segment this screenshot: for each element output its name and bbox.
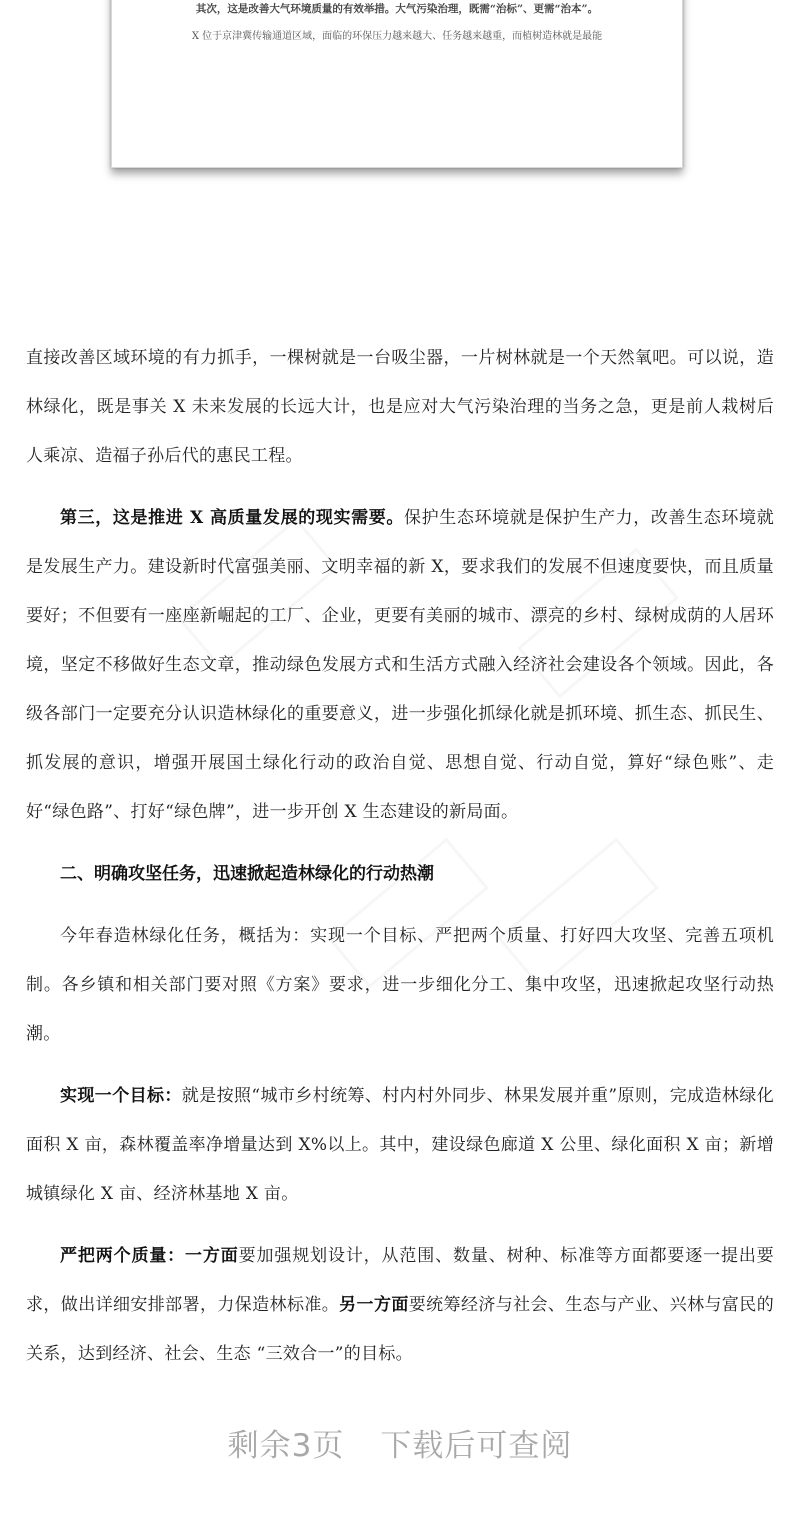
paragraph-environment: 直接改善区域环境的有力抓手，一棵树就是一台吸尘器，一片树林就是一个天然氧吧。可以说，造林绿化，既是事关 X 未来发展的长远大计，也是应对大气污染治理的当务之急，更是前人栽树后人乘凉、造福子孙后代的惠民工程。	[26, 348, 774, 466]
preview-line-2: X 位于京津冀传输通道区域，面临的环保压力越来越大、任务越来越重，而植树造林就是最能	[191, 31, 603, 42]
section-heading: 二、明确攻坚任务，迅速掀起造林绿化的行动热潮	[60, 864, 434, 884]
paragraph-lead: 第三，这是推进 X 高质量发展的现实需要。	[60, 508, 405, 528]
paragraph-emphasis: 另一方面	[339, 1295, 409, 1315]
paragraph-emphasis: 一方面	[185, 1246, 239, 1266]
document-body	[26, 334, 774, 1379]
paragraph-text: 就是按照“城市乡村统筹、村内村外同步、林果发展并重”原则，完成造林绿化面积 X 亩，森林覆盖率净增量达到 X%以上。其中，建设绿色廊道 X 公里、绿化面积 X 亩；新增城镇绿化 X 亩、经济林基地 X 亩。	[26, 1086, 774, 1204]
preview-line-1: 其次，这是改善大气环境质量的有效举措。大气污染治理，既需“治标”、更需“治本”。	[195, 3, 599, 15]
paragraph-two-quality	[26, 1232, 774, 1379]
download-hint: 下载后可查阅	[380, 1428, 573, 1464]
paragraph-lead: 实现一个目标：	[60, 1086, 182, 1106]
paragraph-one-goal	[26, 1072, 774, 1219]
paragraph-lead: 严把两个质量：	[60, 1246, 186, 1266]
paragraph-text: 要加强规划设计，从范围、数量、树种、标准等方面都要逐一提出要求，做出详细安排部署，力保造林标准。	[26, 1246, 774, 1315]
remaining-pages-count: 剩余3页	[227, 1428, 345, 1464]
remaining-pages-notice[interactable]	[0, 1420, 800, 1465]
paragraph-third-point	[26, 494, 774, 837]
paragraph-text: 保护生态环境就是保护生产力，改善生态环境就是发展生产力。建设新时代富强美丽、文明幸福的新 X，要求我们的发展不但速度要快，而且质量要好；不但要有一座座新崛起的工厂、企业，更要有美丽的城市、漂亮的乡村、绿树成荫的人居环境，坚定不移做好生态文章，推动绿色发展方式和生活方式融入经济社会建设各个领域。因此，各级各部门一定要充分认识造林绿化的重要意义，进一步强化抓绿化就是抓环境、抓生态、抓民生、抓发展的意识，增强开展国土绿化行动的政治自觉、思想自觉、行动自觉，算好“绿色账”、走好“绿色路”、打好“绿色牌”，进一步开创 X 生态建设的新局面。	[26, 508, 774, 822]
page-preview-card	[111, 0, 683, 168]
paragraph-tasks: 今年春造林绿化任务，概括为：实现一个目标、严把两个质量、打好四大攻坚、完善五项机制。各乡镇和相关部门要对照《方案》要求，进一步细化分工、集中攻坚，迅速掀起攻坚行动热潮。	[26, 926, 774, 1044]
paragraph-text: 要统筹经济与社会、生态与产业、兴林与富民的关系，达到经济、社会、生态 “三效合一”的目标。	[26, 1295, 774, 1364]
